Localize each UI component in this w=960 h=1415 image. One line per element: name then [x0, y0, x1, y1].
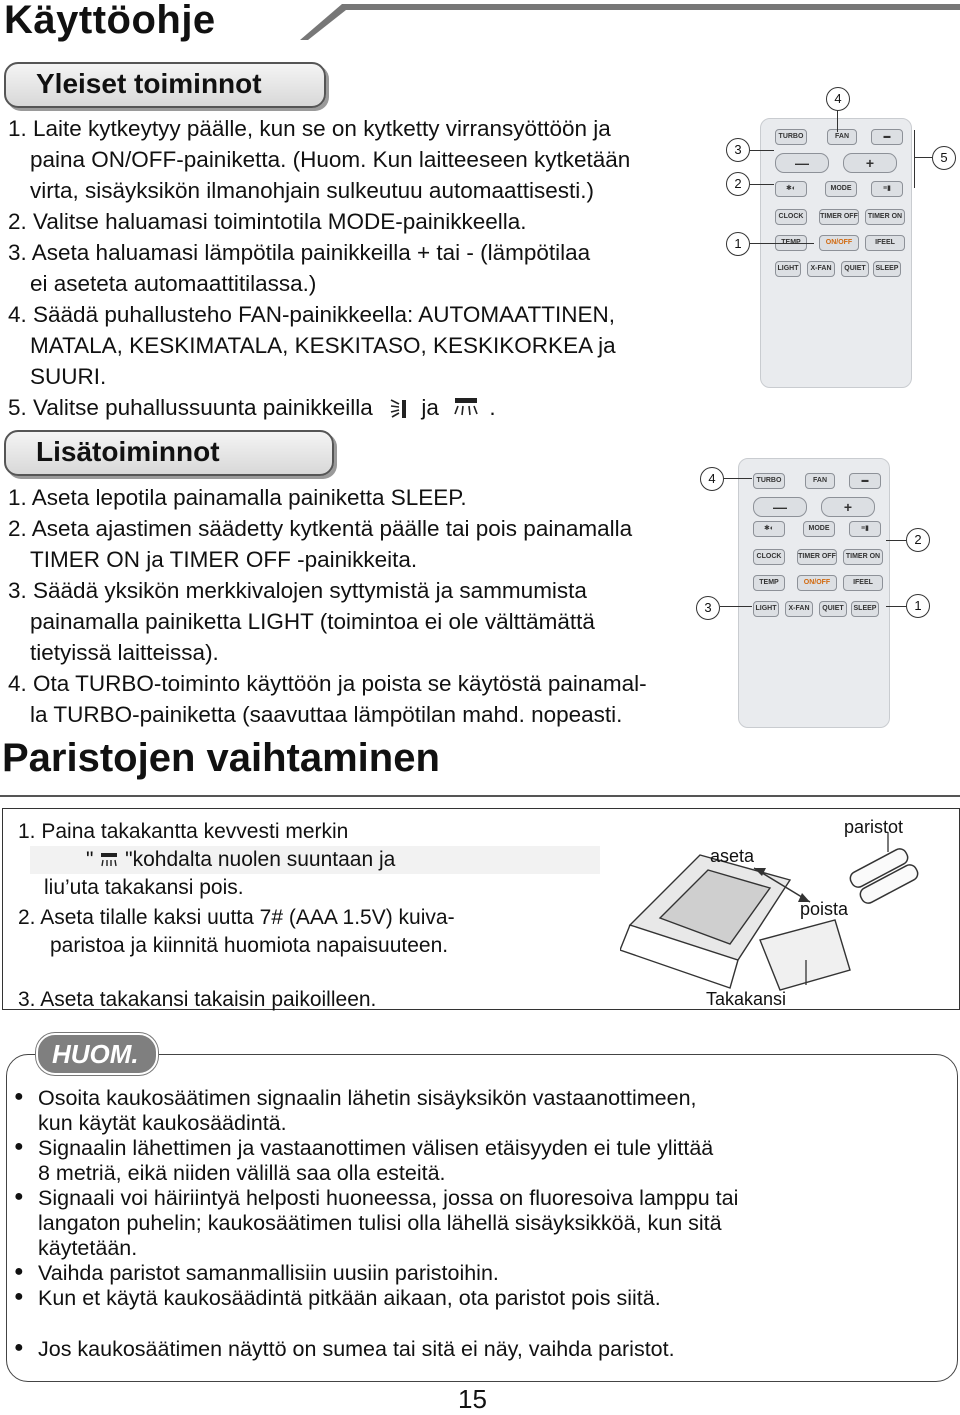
ifeel-button-image: IFEEL	[865, 235, 905, 251]
note-item	[14, 1136, 944, 1186]
swing-v-button-image: ≡▮	[871, 181, 903, 197]
note-line: käytetään.	[38, 1236, 138, 1260]
callout-1: 1	[726, 232, 750, 256]
instruction-line: 4. Ota TURBO-toiminto käyttöön ja poista se käytöstä painamal-	[8, 671, 647, 696]
instruction-line: TIMER ON ja TIMER OFF -painikkeita.	[30, 547, 418, 572]
swing-vertical-icon	[389, 396, 411, 420]
sleep-button-image: SLEEP	[851, 601, 879, 617]
mode-button-image: MODE	[803, 521, 835, 537]
callout-5: 5	[932, 146, 956, 170]
battery-instructions	[18, 818, 588, 1014]
note-line: Signaali voi häiriintyä helposti huoneessa, jossa on fluoresoiva lamppu tai	[38, 1186, 739, 1210]
bullet-icon: ●	[14, 1339, 24, 1356]
mode-icon-button-image: ✱◐	[753, 521, 785, 537]
callout-line	[720, 606, 752, 607]
sleep-button-image: SLEEP	[873, 261, 901, 277]
light-button-image: LIGHT	[753, 601, 779, 617]
turbo-button-image: TURBO	[775, 129, 807, 145]
callout-line	[750, 150, 774, 151]
label-paristot: paristot	[844, 817, 904, 837]
instruction-line: la TURBO-painiketta (saavuttaa lämpötilan mahd. nopeasti.	[30, 702, 623, 727]
note-item	[14, 1337, 944, 1362]
note-line: Kun et käytä kaukosäädintä pitkään aikaan, ota paristot pois siitä.	[38, 1286, 661, 1310]
page-number: 15	[458, 1384, 487, 1414]
instruction-line: 3. Säädä yksikön merkkivalojen syttymistä ja sammumista	[8, 578, 587, 603]
note-line: Osoita kaukosäätimen signaalin lähetin sisäyksikön vastaanottimeen,	[38, 1086, 697, 1110]
instruction-line: painamalla painiketta LIGHT (toimintoa ei ole välttämättä	[30, 609, 595, 634]
swing-v-button-image: ≡▮	[849, 521, 881, 537]
callout-line	[886, 540, 906, 541]
note-line: 8 metriä, eikä niiden välillä saa olla esteitä.	[38, 1161, 446, 1185]
instruction-line-5	[8, 392, 728, 423]
extra-instructions	[8, 482, 748, 730]
callout-line	[914, 130, 915, 188]
battery-heading: Paristojen vaihtaminen	[2, 736, 440, 780]
divider	[0, 795, 960, 797]
quiet-button-image: QUIET	[819, 601, 847, 617]
fan-button-image: FAN	[805, 473, 835, 489]
note-line: langaton puhelin; kaukosäätimen tulisi olla lähellä sisäyksikköä, kun sitä	[38, 1211, 722, 1235]
note-badge	[36, 1033, 158, 1075]
section-heading-label: Lisätoiminnot	[36, 436, 220, 467]
callout-line	[750, 184, 774, 185]
page-title: Käyttöohje	[4, 0, 216, 42]
bullet-icon: ●	[14, 1263, 24, 1280]
instruction-line: 2. Aseta ajastimen säädetty kytkentä päälle tai pois painamalla	[8, 516, 633, 541]
callout-line	[837, 110, 838, 132]
battery-step-1-line-1: 1. Paina takakantta kevvesti merkin	[18, 820, 349, 843]
general-instructions	[8, 113, 728, 423]
note-item	[14, 1086, 944, 1136]
instruction-line: 2. Valitse haluamasi toimintotila MODE-painikkeella.	[8, 209, 527, 234]
callout-2: 2	[906, 528, 930, 552]
xfan-button-image: X-FAN	[807, 261, 835, 277]
mode-button-image: MODE	[825, 181, 857, 197]
turbo-button-image: TURBO	[753, 473, 785, 489]
note-line: Signaalin lähettimen ja vastaanottimen välisen etäisyyden ei tule ylittää	[38, 1136, 714, 1160]
fan-button-image: FAN	[827, 129, 857, 145]
battery-step-2-line-2: paristoa ja kiinnitä huomiota napaisuuteen.	[50, 934, 449, 957]
callout-line	[914, 157, 932, 158]
bullet-icon: ●	[14, 1138, 24, 1155]
xfan-button-image: X-FAN	[785, 601, 813, 617]
onoff-button-image: ON/OFF	[819, 235, 859, 251]
battery-step-1-line-2	[30, 846, 600, 874]
instruction-line: 1. Laite kytkeytyy päälle, kun se on kytketty virransyöttöön ja	[8, 116, 611, 141]
label-takakansi: Takakansi	[706, 989, 787, 1009]
instruction-line: virta, sisäyksikön ilmanohjain sulkeutuu automaattisesti.)	[30, 178, 595, 203]
note-item	[14, 1286, 944, 1311]
note-list	[14, 1086, 944, 1362]
note-item	[14, 1261, 944, 1286]
instruction-line: 4. Säädä puhallusteho FAN-painikkeella: AUTOMAATTINEN,	[8, 302, 615, 327]
swing-button-image: ▬	[849, 473, 881, 489]
swing-horizontal-icon	[99, 851, 119, 869]
timer-on-button-image: TIMER ON	[843, 549, 883, 565]
note-item	[14, 1186, 944, 1261]
section-heading-general	[4, 62, 326, 108]
section-heading-extra	[4, 430, 334, 476]
remote-image-1	[760, 118, 912, 388]
label-aseta: aseta	[710, 846, 755, 866]
line-text: 5. Valitse puhallussuunta painikkeilla	[8, 395, 373, 420]
mode-icon-button-image: ✱◐	[775, 181, 807, 197]
quote-open: "	[86, 848, 94, 871]
instruction-line: paina ON/OFF-painiketta. (Huom. Kun laitteeseen kytketään	[30, 147, 631, 172]
battery-illustration	[620, 810, 956, 1006]
battery-step-2-line-1: 2. Aseta tilalle kaksi uutta 7# (AAA 1.5V) kuiva-	[18, 906, 455, 929]
callout-3: 3	[726, 138, 750, 162]
quiet-button-image: QUIET	[841, 261, 869, 277]
bullet-icon: ●	[14, 1288, 24, 1305]
temp-button-image: TEMP	[753, 575, 785, 591]
line-text: "kohdalta nuolen suuntaan ja	[125, 848, 396, 871]
callout-2: 2	[726, 172, 750, 196]
instruction-line: ei aseteta automaattitilassa.)	[30, 271, 317, 296]
swing-horizontal-icon	[451, 396, 481, 420]
temp-button-image: TEMP	[775, 235, 807, 251]
line-text: .	[489, 395, 496, 420]
instruction-line: SUURI.	[30, 364, 107, 389]
timer-off-button-image: TIMER OFF	[819, 209, 859, 225]
section-heading-label: Yleiset toiminnot	[36, 68, 262, 99]
ifeel-button-image: IFEEL	[843, 575, 883, 591]
bullet-icon: ●	[14, 1188, 24, 1205]
clock-button-image: CLOCK	[753, 549, 785, 565]
callout-3: 3	[696, 596, 720, 620]
header-bar	[300, 4, 960, 40]
callout-4: 4	[826, 87, 850, 111]
instruction-line: 3. Aseta haluamasi lämpötila painikkeilla + tai - (lämpötilaa	[8, 240, 591, 265]
remote-image-2	[738, 458, 890, 728]
note-line: kun käytät kaukosäädintä.	[38, 1111, 287, 1135]
callout-line	[724, 478, 752, 479]
instruction-line: 1. Aseta lepotila painamalla painiketta SLEEP.	[8, 485, 467, 510]
note-line: Vaihda paristot samanmallisiin uusiin paristoihin.	[38, 1261, 499, 1285]
minus-button-image: —	[753, 497, 807, 517]
note-badge-label: HUOM.	[52, 1039, 139, 1069]
plus-button-image: +	[843, 153, 897, 173]
callout-line	[886, 606, 906, 607]
onoff-button-image: ON/OFF	[797, 575, 837, 591]
instruction-line: tietyissä laitteissa).	[30, 640, 219, 665]
plus-button-image: +	[821, 497, 875, 517]
callout-4: 4	[700, 467, 724, 491]
label-poista: poista	[800, 899, 849, 919]
note-line: Jos kaukosäätimen näyttö on sumea tai sitä ei näy, vaihda paristot.	[38, 1337, 675, 1361]
minus-button-image: —	[775, 153, 829, 173]
battery-step-3: 3. Aseta takakansi takaisin paikoilleen.	[18, 988, 377, 1011]
instruction-line: MATALA, KESKIMATALA, KESKITASO, KESKIKORKEA ja	[30, 333, 616, 358]
callout-1: 1	[906, 594, 930, 618]
timer-on-button-image: TIMER ON	[865, 209, 905, 225]
light-button-image: LIGHT	[775, 261, 801, 277]
line-text: ja	[421, 395, 439, 420]
swing-button-image: ▬	[871, 129, 903, 145]
callout-line	[750, 243, 814, 244]
timer-off-button-image: TIMER OFF	[797, 549, 837, 565]
bullet-icon: ●	[14, 1088, 24, 1105]
battery-step-1-line-3: liu’uta takakansi pois.	[44, 876, 244, 899]
clock-button-image: CLOCK	[775, 209, 807, 225]
